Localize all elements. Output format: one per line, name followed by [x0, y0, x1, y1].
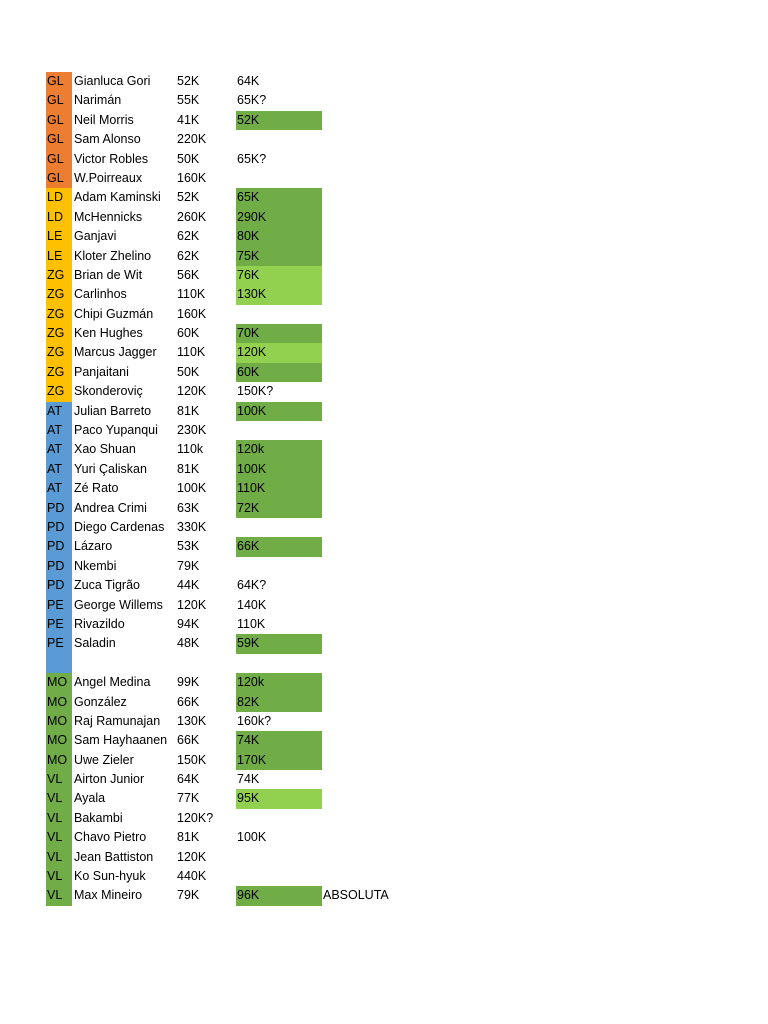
target-value-cell[interactable]: 110K: [237, 616, 266, 631]
player-name-cell[interactable]: Rivazildo: [74, 616, 125, 631]
player-name-cell[interactable]: Saladin: [74, 636, 116, 651]
target-value-cell[interactable]: 110K: [236, 479, 322, 498]
player-name-cell[interactable]: Airton Junior: [74, 772, 145, 787]
table-row: [46, 596, 426, 615]
player-name-cell[interactable]: Narimán: [74, 93, 122, 108]
note-cell[interactable]: [323, 654, 413, 673]
player-name-cell[interactable]: Lázaro: [74, 539, 113, 554]
position-cell[interactable]: VL: [46, 789, 72, 808]
player-name-cell[interactable]: Panjaitani: [74, 364, 129, 379]
current-value-cell[interactable]: 100K: [177, 481, 207, 496]
player-name-cell[interactable]: Skonderoviç: [74, 384, 143, 399]
player-name-cell[interactable]: Ko Sun-hyuk: [74, 869, 146, 884]
note-cell[interactable]: [323, 402, 413, 421]
target-value-cell[interactable]: 140K: [237, 597, 267, 612]
note-cell[interactable]: [323, 693, 413, 712]
position-cell[interactable]: VL: [46, 809, 72, 828]
target-value-cell[interactable]: 100K: [236, 402, 322, 421]
player-name-cell[interactable]: Uwe Zieler: [74, 752, 134, 767]
note-cell[interactable]: [323, 150, 413, 169]
target-value-cell[interactable]: [236, 654, 322, 673]
current-value-cell[interactable]: 81K: [177, 830, 200, 845]
note-cell[interactable]: [323, 634, 413, 653]
target-value-cell[interactable]: [236, 130, 322, 149]
target-value-cell[interactable]: 100K: [237, 830, 267, 845]
current-value-cell[interactable]: 52K: [177, 190, 200, 205]
current-value-cell[interactable]: 50K: [177, 364, 200, 379]
position-cell[interactable]: LE: [46, 247, 72, 266]
note-cell[interactable]: [323, 615, 413, 634]
target-value-cell[interactable]: 80K: [236, 227, 322, 246]
player-name-cell[interactable]: Zuca Tigrão: [74, 578, 141, 593]
position-cell[interactable]: GL: [46, 169, 72, 188]
target-value-cell[interactable]: [236, 169, 322, 188]
current-value-cell[interactable]: 440K: [177, 869, 207, 884]
current-value-cell[interactable]: 160K: [177, 306, 207, 321]
position-cell[interactable]: AT: [46, 479, 72, 498]
note-cell[interactable]: [323, 324, 413, 343]
target-value-cell[interactable]: 130K: [236, 285, 322, 304]
target-value-cell[interactable]: 170K: [236, 751, 322, 770]
position-cell[interactable]: PE: [46, 615, 72, 634]
note-cell[interactable]: [323, 208, 413, 227]
table-row: [46, 169, 426, 188]
current-value-cell[interactable]: 150K: [177, 752, 207, 767]
current-value-cell[interactable]: 66K: [177, 694, 200, 709]
position-cell[interactable]: GL: [46, 91, 72, 110]
table-row: [46, 479, 426, 498]
note-cell[interactable]: [323, 518, 413, 537]
player-name-cell[interactable]: Brian de Wit: [74, 267, 143, 282]
position-cell[interactable]: ZG: [46, 343, 72, 362]
target-value-cell[interactable]: 120k: [236, 440, 322, 459]
table-row: [46, 789, 426, 808]
target-value-cell[interactable]: [236, 848, 322, 867]
current-value-cell[interactable]: 94K: [177, 616, 200, 631]
note-cell[interactable]: [323, 460, 413, 479]
position-cell[interactable]: PD: [46, 518, 72, 537]
table-row: [46, 91, 426, 110]
current-value-cell[interactable]: 99K: [177, 675, 200, 690]
current-value-cell[interactable]: 62K: [177, 248, 200, 263]
player-name-cell[interactable]: Zé Rato: [74, 481, 119, 496]
position-cell[interactable]: ZG: [46, 324, 72, 343]
current-value-cell[interactable]: 79K: [177, 558, 200, 573]
table-row: [46, 867, 426, 886]
player-name-cell[interactable]: Max Mineiro: [74, 888, 143, 903]
player-name-cell[interactable]: Gianluca Gori: [74, 74, 151, 88]
target-value-cell[interactable]: 65K?: [237, 151, 267, 166]
player-name-cell[interactable]: Jean Battiston: [74, 849, 154, 864]
current-value-cell[interactable]: 50K: [177, 151, 200, 166]
table-row: [46, 886, 426, 905]
player-name-cell[interactable]: Sam Hayhaanen: [74, 733, 168, 748]
position-cell[interactable]: MO: [46, 712, 72, 731]
table-row: [46, 809, 426, 828]
player-name-cell[interactable]: Angel Medina: [74, 675, 151, 690]
target-value-cell[interactable]: [236, 305, 322, 324]
table-row: [46, 305, 426, 324]
table-row: [46, 440, 426, 459]
target-value-cell[interactable]: 100K: [236, 460, 322, 479]
player-name-cell[interactable]: Ken Hughes: [74, 326, 143, 341]
target-value-cell[interactable]: 96K: [236, 886, 322, 905]
table-row: [46, 848, 426, 867]
note-cell[interactable]: [323, 266, 413, 285]
position-cell[interactable]: GL: [46, 72, 72, 91]
target-value-cell[interactable]: 60K: [236, 363, 322, 382]
note-cell[interactable]: [323, 557, 413, 576]
table-row: [46, 615, 426, 634]
table-row: [46, 673, 426, 692]
table-row: [46, 770, 426, 789]
note-cell[interactable]: [323, 421, 413, 440]
note-cell[interactable]: [323, 576, 413, 595]
current-value-cell[interactable]: 79K: [177, 888, 200, 903]
current-value-cell[interactable]: 56K: [177, 267, 200, 282]
note-cell[interactable]: [323, 363, 413, 382]
note-cell[interactable]: [323, 91, 413, 110]
position-cell[interactable]: LD: [46, 188, 72, 207]
position-cell[interactable]: ZG: [46, 305, 72, 324]
target-value-cell[interactable]: 75K: [236, 247, 322, 266]
player-name-cell[interactable]: Xao Shuan: [74, 442, 136, 457]
table-row: [46, 460, 426, 479]
position-cell[interactable]: PD: [46, 557, 72, 576]
player-name-cell[interactable]: Yuri Çaliskan: [74, 461, 147, 476]
target-value-cell[interactable]: 95K: [236, 789, 322, 808]
note-cell[interactable]: [323, 596, 413, 615]
table-row: [46, 712, 426, 731]
position-cell[interactable]: VL: [46, 848, 72, 867]
note-cell[interactable]: ABSOLUTA: [323, 888, 389, 903]
position-cell[interactable]: PD: [46, 576, 72, 595]
target-value-cell[interactable]: 59K: [236, 634, 322, 653]
position-cell[interactable]: LD: [46, 208, 72, 227]
note-cell[interactable]: [323, 673, 413, 692]
note-cell[interactable]: [323, 247, 413, 266]
current-value-cell[interactable]: 120K: [177, 384, 207, 399]
table-row: [46, 208, 426, 227]
table-row: [46, 518, 426, 537]
current-value-cell[interactable]: 48K: [177, 636, 200, 651]
spreadsheet: [46, 72, 426, 906]
current-value-cell[interactable]: 130K: [177, 713, 207, 728]
position-cell[interactable]: AT: [46, 402, 72, 421]
table-row: [46, 324, 426, 343]
note-cell[interactable]: [323, 479, 413, 498]
current-value-cell[interactable]: 230K: [177, 423, 207, 438]
note-cell[interactable]: [323, 169, 413, 188]
player-name-cell[interactable]: Chavo Pietro: [74, 830, 147, 845]
target-value-cell[interactable]: 65K: [236, 188, 322, 207]
note-cell[interactable]: [323, 227, 413, 246]
player-name-cell[interactable]: Ayala: [74, 791, 106, 806]
target-value-cell[interactable]: 74K: [236, 731, 322, 750]
position-cell[interactable]: AT: [46, 421, 72, 440]
player-name-cell[interactable]: Julian Barreto: [74, 403, 152, 418]
note-cell[interactable]: [323, 770, 413, 789]
player-name-cell[interactable]: McHennicks: [74, 209, 143, 224]
position-cell[interactable]: VL: [46, 770, 72, 789]
player-name-cell[interactable]: Chipi Guzmán: [74, 306, 154, 321]
player-name-cell[interactable]: González: [74, 694, 127, 709]
table-row: [46, 654, 426, 673]
note-cell[interactable]: [323, 130, 413, 149]
current-value-cell[interactable]: 220K: [177, 132, 207, 147]
position-cell[interactable]: GL: [46, 150, 72, 169]
target-value-cell[interactable]: 160k?: [237, 713, 272, 728]
current-value-cell[interactable]: 41K: [177, 112, 200, 127]
current-value-cell[interactable]: 260K: [177, 209, 207, 224]
player-name-cell[interactable]: Ganjavi: [74, 229, 117, 244]
target-value-cell[interactable]: 70K: [236, 324, 322, 343]
position-cell[interactable]: LE: [46, 227, 72, 246]
target-value-cell[interactable]: 74K: [237, 772, 260, 787]
position-cell[interactable]: PE: [46, 596, 72, 615]
note-cell[interactable]: [323, 499, 413, 518]
position-cell[interactable]: [46, 654, 72, 673]
target-value-cell[interactable]: 82K: [236, 693, 322, 712]
current-value-cell[interactable]: 44K: [177, 578, 200, 593]
table-row: [46, 402, 426, 421]
current-value-cell[interactable]: 120K: [177, 597, 207, 612]
note-cell[interactable]: [323, 848, 413, 867]
table-row: [46, 266, 426, 285]
target-value-cell[interactable]: 76K: [236, 266, 322, 285]
current-value-cell[interactable]: 120K: [177, 849, 207, 864]
position-cell[interactable]: ZG: [46, 266, 72, 285]
current-value-cell[interactable]: 110K: [177, 345, 206, 360]
player-name-cell[interactable]: Diego Cardenas: [74, 519, 165, 534]
table-row: [46, 751, 426, 770]
position-cell[interactable]: ZG: [46, 363, 72, 382]
player-name-cell[interactable]: Raj Ramunajan: [74, 713, 161, 728]
target-value-cell[interactable]: 120k: [236, 673, 322, 692]
player-name-cell[interactable]: [74, 654, 178, 673]
note-cell[interactable]: [323, 789, 413, 808]
target-value-cell[interactable]: [236, 421, 322, 440]
current-value-cell[interactable]: 64K: [177, 772, 200, 787]
table-row: [46, 537, 426, 556]
table-row: [46, 576, 426, 595]
player-name-cell[interactable]: Paco Yupanqui: [74, 423, 158, 438]
current-value-cell[interactable]: 53K: [177, 539, 200, 554]
target-value-cell[interactable]: [236, 557, 322, 576]
target-value-cell[interactable]: 150K?: [237, 384, 274, 399]
current-value-cell[interactable]: 62K: [177, 229, 200, 244]
table-row: [46, 130, 426, 149]
note-cell[interactable]: [323, 712, 413, 731]
target-value-cell[interactable]: 64K?: [237, 578, 267, 593]
current-value-cell[interactable]: 55K: [177, 93, 200, 108]
table-row: [46, 111, 426, 130]
note-cell[interactable]: [323, 188, 413, 207]
player-name-cell[interactable]: Bakambi: [74, 810, 123, 825]
table-row: [46, 557, 426, 576]
note-cell[interactable]: [323, 305, 413, 324]
position-cell[interactable]: GL: [46, 130, 72, 149]
table-row: [46, 693, 426, 712]
position-cell[interactable]: MO: [46, 693, 72, 712]
player-name-cell[interactable]: Sam Alonso: [74, 132, 141, 147]
table-row: [46, 499, 426, 518]
target-value-cell[interactable]: 65K?: [237, 93, 267, 108]
current-value-cell[interactable]: 52K: [177, 74, 200, 88]
position-cell[interactable]: PE: [46, 634, 72, 653]
position-cell[interactable]: ZG: [46, 285, 72, 304]
position-cell[interactable]: GL: [46, 111, 72, 130]
current-value-cell[interactable]: 63K: [177, 500, 200, 515]
current-value-cell[interactable]: 120K?: [177, 810, 214, 825]
target-value-cell[interactable]: 52K: [236, 111, 322, 130]
current-value-cell[interactable]: 60K: [177, 326, 200, 341]
player-name-cell[interactable]: George Willems: [74, 597, 163, 612]
table-row: [46, 828, 426, 847]
target-value-cell[interactable]: 290K: [236, 208, 322, 227]
table-row: [46, 731, 426, 750]
table-row: [46, 150, 426, 169]
position-cell[interactable]: AT: [46, 440, 72, 459]
note-cell[interactable]: [323, 382, 413, 401]
position-cell[interactable]: VL: [46, 867, 72, 886]
target-value-cell[interactable]: 64K: [237, 74, 260, 88]
player-name-cell[interactable]: Carlinhos: [74, 287, 127, 302]
table-row: [46, 227, 426, 246]
player-name-cell[interactable]: Adam Kaminski: [74, 190, 161, 205]
position-cell[interactable]: VL: [46, 886, 72, 905]
table-row: [46, 72, 426, 91]
target-value-cell[interactable]: [236, 809, 322, 828]
current-value-cell[interactable]: 81K: [177, 461, 200, 476]
note-cell[interactable]: [323, 285, 413, 304]
player-name-cell[interactable]: Andrea Crimi: [74, 500, 147, 515]
current-value-cell[interactable]: 81K: [177, 403, 200, 418]
position-cell[interactable]: ZG: [46, 382, 72, 401]
note-cell[interactable]: [323, 537, 413, 556]
table-row: [46, 382, 426, 401]
current-value-cell[interactable]: 330K: [177, 519, 207, 534]
note-cell[interactable]: [323, 828, 413, 847]
player-name-cell[interactable]: Marcus Jagger: [74, 345, 157, 360]
target-value-cell[interactable]: 66K: [236, 537, 322, 556]
current-value-cell[interactable]: 160K: [177, 170, 207, 185]
note-cell[interactable]: [323, 731, 413, 750]
player-name-cell[interactable]: Victor Robles: [74, 151, 149, 166]
table-row: [46, 343, 426, 362]
note-cell[interactable]: [323, 111, 413, 130]
current-value-cell[interactable]: 110k: [177, 442, 204, 457]
position-cell[interactable]: MO: [46, 673, 72, 692]
player-name-cell[interactable]: Nkembi: [74, 558, 117, 573]
note-cell[interactable]: [323, 809, 413, 828]
current-value-cell[interactable]: 110K: [177, 287, 206, 302]
position-cell[interactable]: VL: [46, 828, 72, 847]
note-cell[interactable]: [323, 751, 413, 770]
note-cell[interactable]: [323, 867, 413, 886]
position-cell[interactable]: MO: [46, 731, 72, 750]
target-value-cell[interactable]: 72K: [236, 499, 322, 518]
current-value-cell[interactable]: [177, 654, 235, 673]
position-cell[interactable]: AT: [46, 460, 72, 479]
player-name-cell[interactable]: Kloter Zhelino: [74, 248, 152, 263]
target-value-cell[interactable]: [236, 518, 322, 537]
position-cell[interactable]: MO: [46, 751, 72, 770]
player-name-cell[interactable]: W.Poirreaux: [74, 170, 143, 185]
current-value-cell[interactable]: 77K: [177, 791, 200, 806]
table-row: [46, 634, 426, 653]
table-row: [46, 363, 426, 382]
note-cell[interactable]: [323, 343, 413, 362]
current-value-cell[interactable]: 66K: [177, 733, 200, 748]
player-name-cell[interactable]: Neil Morris: [74, 112, 134, 127]
note-cell[interactable]: [323, 440, 413, 459]
position-cell[interactable]: PD: [46, 499, 72, 518]
table-row: [46, 247, 426, 266]
table-row: [46, 188, 426, 207]
target-value-cell[interactable]: [236, 867, 322, 886]
table-row: [46, 285, 426, 304]
table-row: [46, 421, 426, 440]
note-cell[interactable]: [323, 72, 413, 91]
target-value-cell[interactable]: 120K: [236, 343, 322, 362]
position-cell[interactable]: PD: [46, 537, 72, 556]
